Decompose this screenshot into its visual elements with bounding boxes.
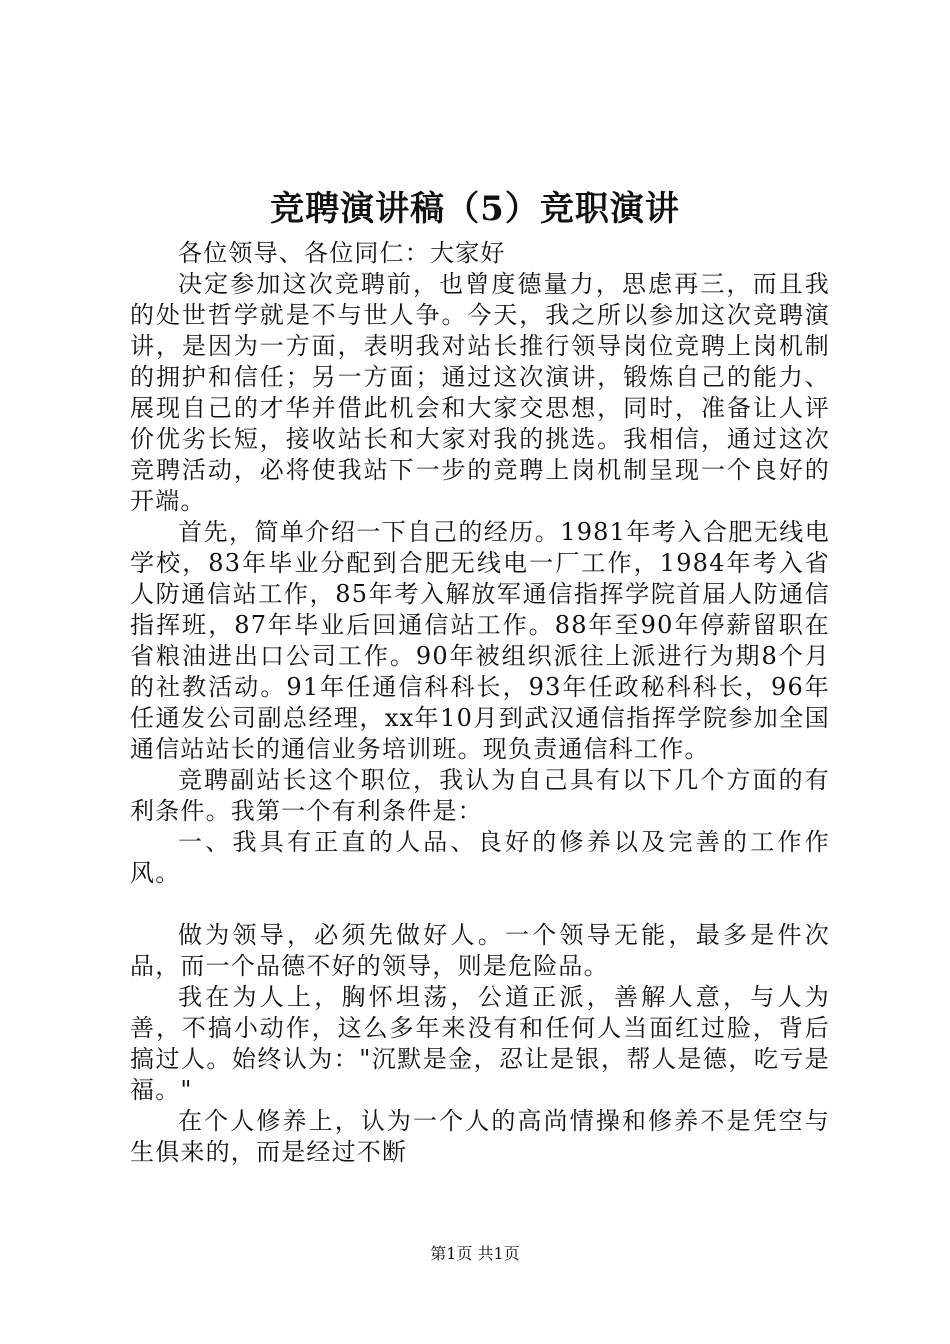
paragraph-blank	[130, 889, 830, 920]
paragraph-intro: 决定参加这次竞聘前，也曾度德量力，思虑再三，而且我的处世哲学就是不与世人争。今天，我之所以参加这次竞聘演讲，是因为一方面，表明我对站长推行领导岗位竞聘上岗机制的拥护和信任；另一方面；通过这次演讲，锻炼自己的能力、展现自己的才华并借此机会和大家交思想，同时，准备让人评价优劣长短，接收站长和大家对我的挑选。我相信，通过这次竞聘活动，必将使我站下一步的竞聘上岗机制呈现一个良好的开端。	[130, 270, 830, 515]
paragraph-conditions: 竞聘副站长这个职位，我认为自己具有以下几个方面的有利条件。我第一个有利条件是：	[130, 766, 830, 825]
page-footer: 第1页 共1页	[430, 1244, 520, 1263]
paragraph-leadership: 做为领导，必须先做好人。一个领导无能，最多是件次品，而一个品德不好的领导，则是危险品。	[130, 921, 830, 980]
paragraph-greeting: 各位领导、各位同仁：大家好	[178, 239, 506, 267]
document-body	[130, 238, 830, 1168]
paragraph-point-one: 一、我具有正直的人品、良好的修养以及完善的工作作风。	[130, 828, 830, 887]
paragraph-cultivation: 在个人修养上，认为一个人的高尚情操和修养不是凭空与生俱来的，而是经过不断	[130, 1107, 830, 1166]
paragraph-experience: 首先，简单介绍一下自己的经历。1981年考入合肥无线电学校，83年毕业分配到合肥无线电一厂工作，1984年考入省人防通信站工作，85年考入解放军通信指挥学院首届人防通信指挥班，87年毕业后回通信站工作。88年至90年停薪留职在省粮油进出口公司工作。90年被组织派往上派进行为期8个月的社教活动。91年任通信科科长，93年任政秘科科长，96年任通发公司副总经理，xx年10月到武汉通信指挥学院参加全国通信站站长的通信业务培训班。现负责通信科工作。	[130, 518, 830, 763]
paragraph-character: 我在为人上，胸怀坦荡，公道正派，善解人意，与人为善，不搞小动作，这么多年来没有和任何人当面红过脸，背后搞过人。始终认为："沉默是金，忍让是银，帮人是德，吃亏是福。"	[130, 983, 830, 1104]
document-title: 竞聘演讲稿（5）竞职演讲	[270, 189, 680, 229]
